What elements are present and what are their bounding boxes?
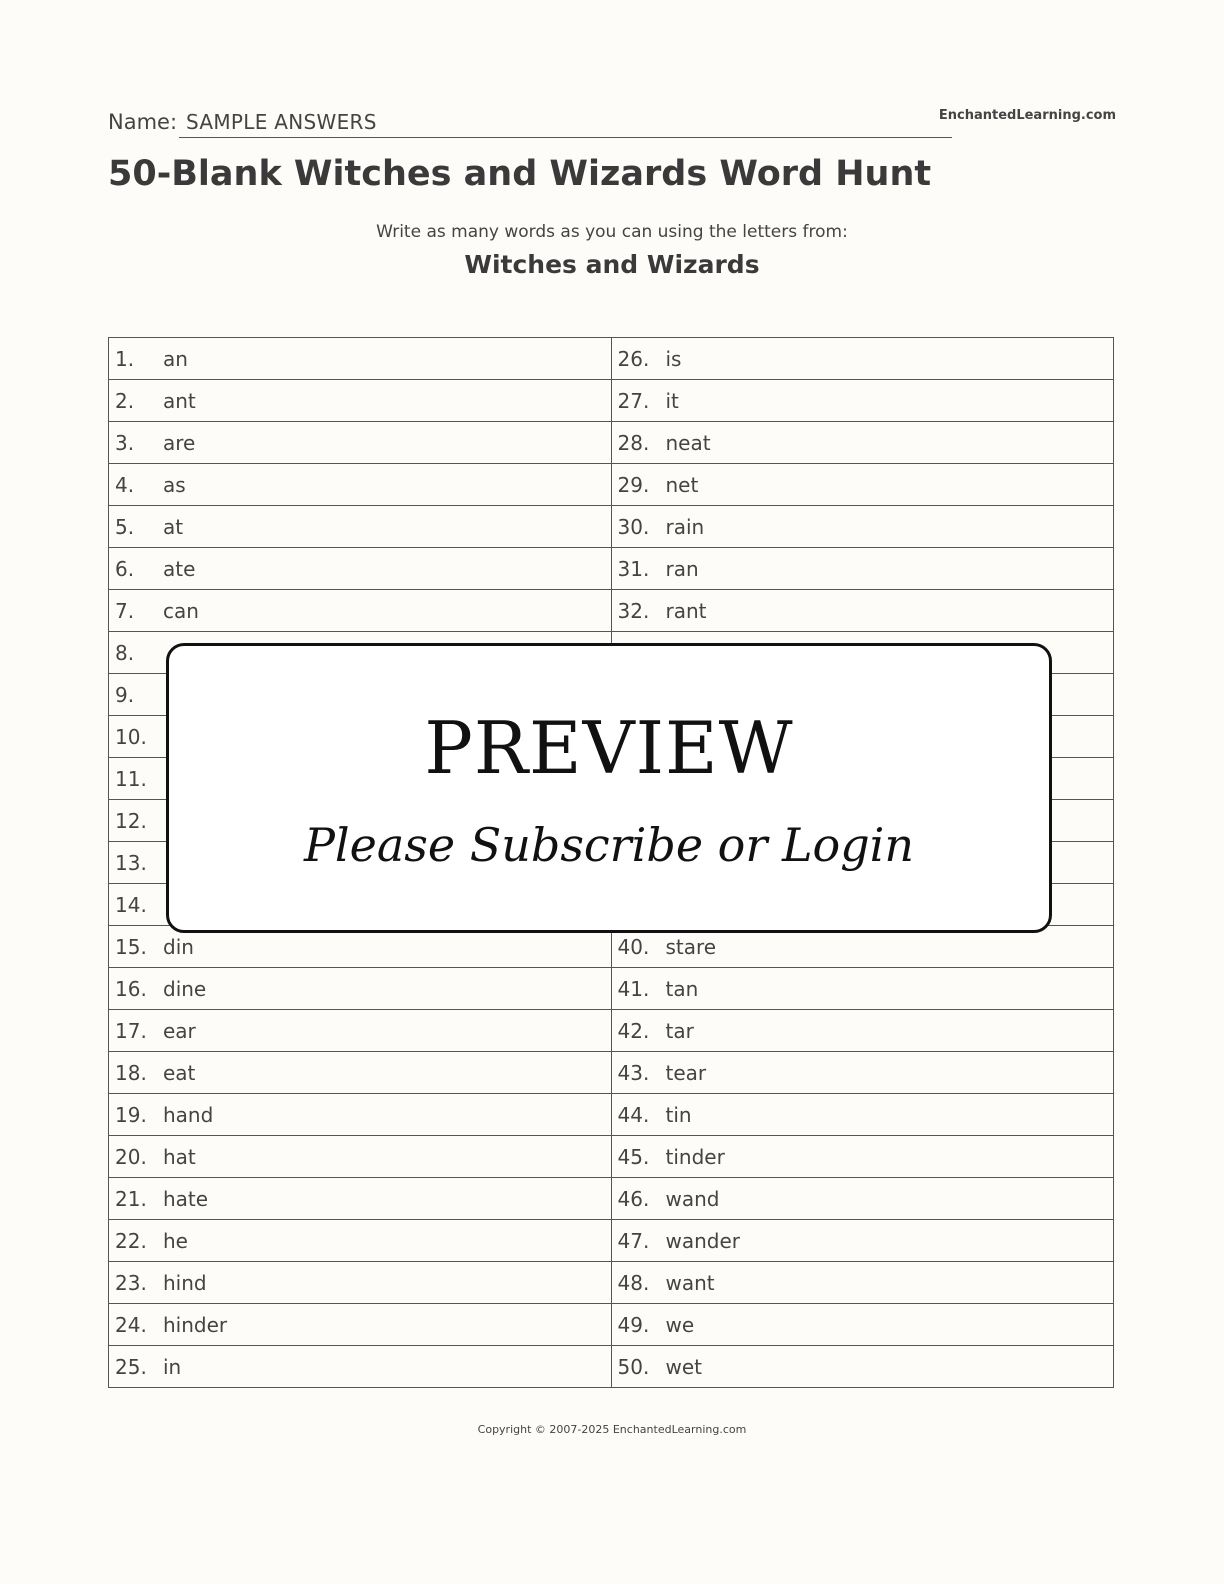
table-row [109, 338, 1114, 380]
name-field[interactable] [179, 106, 952, 138]
item-word: neat [665, 430, 711, 455]
item-number: 23. [115, 1270, 147, 1295]
item-word: stare [665, 934, 717, 959]
table-row [109, 464, 1114, 506]
table-row [109, 1136, 1114, 1178]
word-cell-right[interactable] [611, 338, 1114, 380]
table-row [109, 1010, 1114, 1052]
item-number: 49. [617, 1312, 650, 1337]
item-word: tan [665, 976, 699, 1001]
table-row [109, 1220, 1114, 1262]
item-word: are [163, 430, 196, 455]
item-number: 1. [115, 346, 135, 371]
word-cell-right[interactable] [611, 1136, 1114, 1178]
item-word: rain [665, 514, 705, 539]
word-cell-right[interactable] [611, 380, 1114, 422]
item-word: he [163, 1228, 188, 1253]
item-word: hinder [163, 1312, 228, 1337]
item-word: tin [665, 1102, 692, 1127]
word-cell-right[interactable] [611, 1010, 1114, 1052]
instructions: Write as many words as you can using the letters from: [376, 222, 848, 242]
item-word: can [163, 598, 199, 623]
item-number: 21. [115, 1186, 147, 1211]
item-number: 18. [115, 1060, 147, 1085]
item-number: 31. [617, 556, 650, 581]
item-word: is [665, 346, 682, 371]
word-cell-right[interactable] [611, 1052, 1114, 1094]
item-word: hat [163, 1144, 196, 1169]
item-number: 19. [115, 1102, 147, 1127]
item-word: hind [163, 1270, 207, 1295]
item-word: ate [163, 556, 196, 581]
item-number: 43. [617, 1060, 650, 1085]
item-number: 14. [115, 892, 147, 917]
item-word: tear [665, 1060, 707, 1085]
item-number: 2. [115, 388, 135, 413]
item-number: 50. [617, 1354, 650, 1379]
word-cell-left[interactable] [109, 506, 612, 548]
item-number: 46. [617, 1186, 650, 1211]
item-number: 44. [617, 1102, 650, 1127]
word-cell-left[interactable] [109, 422, 612, 464]
item-number: 8. [115, 640, 135, 665]
word-cell-right[interactable] [611, 422, 1114, 464]
item-word: we [665, 1312, 695, 1337]
item-word: hate [163, 1186, 209, 1211]
word-cell-right[interactable] [611, 1346, 1114, 1388]
item-number: 30. [617, 514, 650, 539]
table-row [109, 1052, 1114, 1094]
word-cell-right[interactable] [611, 464, 1114, 506]
item-word: at [163, 514, 184, 539]
preview-overlay[interactable] [166, 643, 1052, 933]
item-word: ear [163, 1018, 196, 1043]
word-cell-right[interactable] [611, 548, 1114, 590]
item-number: 6. [115, 556, 135, 581]
word-cell-left[interactable] [109, 1220, 612, 1262]
word-cell-left[interactable] [109, 1052, 612, 1094]
item-word: eat [163, 1060, 196, 1085]
item-number: 10. [115, 724, 147, 749]
copyright: Copyright © 2007-2025 EnchantedLearning.com [477, 1423, 747, 1436]
item-number: 48. [617, 1270, 650, 1295]
item-word: wet [665, 1354, 703, 1379]
table-row [109, 1304, 1114, 1346]
word-cell-right[interactable] [611, 1094, 1114, 1136]
word-cell-right[interactable] [611, 506, 1114, 548]
item-word: ran [665, 556, 699, 581]
item-number: 17. [115, 1018, 147, 1043]
item-word: as [163, 472, 186, 497]
item-number: 26. [617, 346, 650, 371]
source-phrase: Witches and Wizards [464, 250, 760, 279]
preview-title: PREVIEW [424, 706, 794, 790]
name-value: SAMPLE ANSWERS [186, 110, 377, 134]
item-number: 40. [617, 934, 650, 959]
table-row [109, 548, 1114, 590]
word-cell-right[interactable] [611, 1178, 1114, 1220]
word-cell-left[interactable] [109, 968, 612, 1010]
name-label: Name: [108, 110, 178, 134]
item-number: 42. [617, 1018, 650, 1043]
item-number: 29. [617, 472, 650, 497]
word-cell-right[interactable] [611, 1304, 1114, 1346]
site-logo-text: EnchantedLearning.com [938, 108, 1116, 123]
item-word: ant [163, 388, 196, 413]
preview-subscribe-login[interactable]: Please Subscribe or Login [303, 818, 915, 872]
item-word: wander [665, 1228, 741, 1253]
item-number: 13. [115, 850, 147, 875]
item-number: 11. [115, 766, 147, 791]
word-cell-left[interactable] [109, 338, 612, 380]
word-cell-right[interactable] [611, 590, 1114, 632]
item-number: 45. [617, 1144, 650, 1169]
word-cell-right[interactable] [611, 1220, 1114, 1262]
item-word: tinder [665, 1144, 725, 1169]
word-cell-left[interactable] [109, 1304, 612, 1346]
item-number: 4. [115, 472, 135, 497]
item-word: tar [665, 1018, 694, 1043]
page-title: 50-Blank Witches and Wizards Word Hunt [108, 154, 932, 194]
item-word: rant [665, 598, 707, 623]
item-word: wand [665, 1186, 720, 1211]
item-number: 22. [115, 1228, 147, 1253]
word-cell-left[interactable] [109, 1010, 612, 1052]
table-row [109, 1178, 1114, 1220]
item-number: 7. [115, 598, 135, 623]
item-number: 41. [617, 976, 650, 1001]
word-cell-left[interactable] [109, 464, 612, 506]
item-word: it [665, 388, 679, 413]
item-number: 28. [617, 430, 650, 455]
item-word: din [163, 934, 194, 959]
word-cell-left[interactable] [109, 548, 612, 590]
name-row [108, 106, 952, 140]
table-row [109, 1094, 1114, 1136]
item-number: 27. [617, 388, 650, 413]
table-row [109, 380, 1114, 422]
item-number: 24. [115, 1312, 147, 1337]
item-number: 25. [115, 1354, 147, 1379]
word-cell-right[interactable] [611, 968, 1114, 1010]
table-row [109, 422, 1114, 464]
item-word: an [163, 346, 188, 371]
item-number: 12. [115, 808, 147, 833]
word-cell-right[interactable] [611, 1262, 1114, 1304]
item-number: 5. [115, 514, 135, 539]
item-number: 16. [115, 976, 147, 1001]
item-number: 9. [115, 682, 135, 707]
word-cell-left[interactable] [109, 1136, 612, 1178]
item-number: 20. [115, 1144, 147, 1169]
word-cell-left[interactable] [109, 380, 612, 422]
word-cell-left[interactable] [109, 1094, 612, 1136]
item-word: in [163, 1354, 182, 1379]
word-cell-left[interactable] [109, 1262, 612, 1304]
item-word: hand [163, 1102, 214, 1127]
table-row [109, 1262, 1114, 1304]
item-word: net [665, 472, 699, 497]
item-number: 3. [115, 430, 135, 455]
item-word: want [665, 1270, 715, 1295]
word-cell-left[interactable] [109, 1346, 612, 1388]
table-row [109, 1346, 1114, 1388]
item-number: 32. [617, 598, 650, 623]
table-row [109, 506, 1114, 548]
table-row [109, 590, 1114, 632]
item-word: dine [163, 976, 207, 1001]
item-number: 47. [617, 1228, 650, 1253]
item-number: 15. [115, 934, 147, 959]
word-cell-left[interactable] [109, 590, 612, 632]
table-row [109, 968, 1114, 1010]
word-cell-left[interactable] [109, 1178, 612, 1220]
